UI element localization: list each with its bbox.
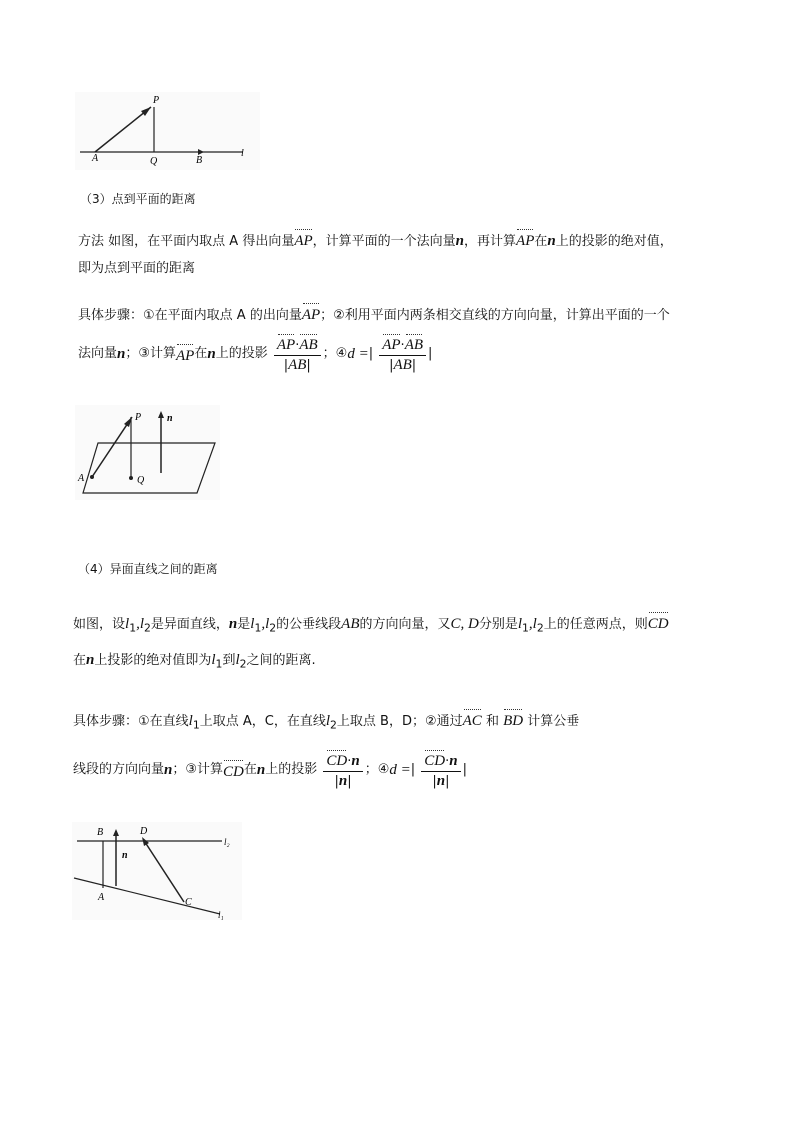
- figure-skew-lines: [72, 822, 242, 920]
- label-D: D: [140, 826, 148, 837]
- normal-vector-n: n: [455, 233, 465, 249]
- label-A: A: [92, 153, 99, 164]
- section-heading-skew-lines: （4）异面直线之间的距离: [78, 562, 218, 576]
- label-P: P: [135, 412, 142, 423]
- label-B: B: [97, 827, 104, 838]
- label-n: n: [167, 413, 173, 424]
- label-n: n: [122, 850, 128, 861]
- label-B: B: [196, 155, 203, 166]
- sec4-para1-line2: 在n上投影的绝对值即为$l_1$到$l_2$之间的距离.: [73, 652, 316, 671]
- label-C: C: [185, 897, 192, 908]
- cd-projection-fraction: $\frac{CD\cdot n}{|n|}$: [323, 750, 362, 790]
- method-label: 方法: [78, 234, 105, 249]
- label-P: P: [153, 95, 160, 106]
- sec4-steps-line1: 具体步骤：①在直线$l_1$上取点 A，C，在直线$l_2$上取点 B，D；②通过AC 和 BD 计算公垂: [73, 709, 579, 735]
- sec4-steps-line2: 线段的方向向量n；③计算CD在n上的投影 $\frac{CD\cdot n}{|n|}$ ；④d =| $\frac{CD\cdot n}{|n|}$ |: [73, 750, 467, 790]
- sec3-steps-line1: 具体步骤：①在平面内取点 A 的出向量AP；②利用平面内两条相交直线的方向向量，计算出平面的一个: [78, 303, 670, 325]
- label-l1: l₁: [218, 910, 224, 920]
- vector-AP: AP: [294, 229, 312, 250]
- label-A: A: [78, 473, 85, 484]
- section-heading-point-plane: （3）点到平面的距离: [80, 192, 196, 206]
- projection-fraction: $\frac{AP\cdot AB}{|AB|}$: [274, 334, 321, 374]
- sec4-para1-line1: 如图，设$l_1,l_2$是异面直线，n是$l_1,l_2$的公垂线段AB的方向向量，又C, D分别是$l_1,l_2$上的任意两点，则CD: [73, 612, 669, 638]
- figure-point-to-plane: [75, 405, 220, 500]
- label-l: l: [241, 148, 244, 159]
- label-l2: l₂: [224, 837, 230, 847]
- distance-fraction: $\frac{AP\cdot AB}{|AB|}$: [379, 334, 426, 374]
- label-Q: Q: [150, 156, 158, 167]
- sec3-method-line2: 即为点到平面的距离: [78, 261, 196, 276]
- label-Q: Q: [137, 475, 145, 486]
- sec3-method-line1: 方法 如图，在平面内取点 A 得出向量AP，计算平面的一个法向量n，再计算AP在n上的投影的绝对值，: [78, 229, 673, 251]
- label-A: A: [98, 892, 105, 903]
- skew-distance-fraction: $\frac{CD\cdot n}{|n|}$: [421, 750, 460, 790]
- sec3-steps-line2: 法向量n；③计算AP在n上的投影 $\frac{AP\cdot AB}{|AB|}$ ；④d =| $\frac{AP\cdot AB}{|AB|}$ |: [78, 334, 432, 374]
- figure-point-to-line: [75, 92, 260, 170]
